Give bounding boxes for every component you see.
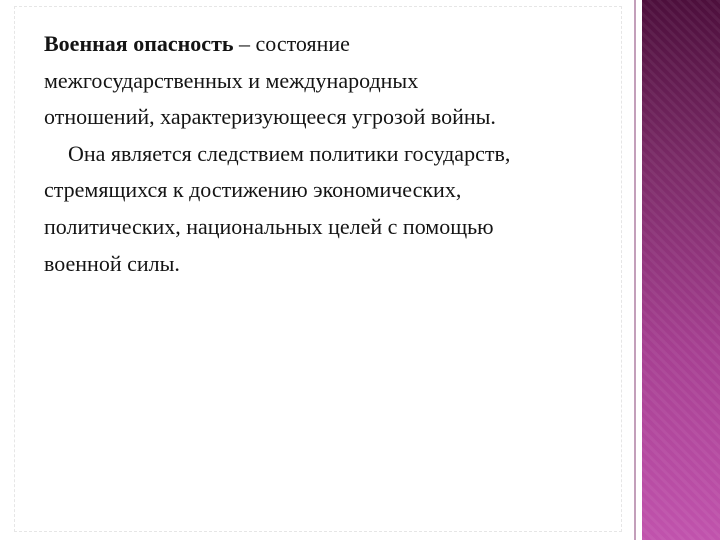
side-divider-line bbox=[634, 0, 636, 540]
term-definition-start: – состояние bbox=[233, 31, 350, 56]
text-line-4: Она является следствием политики государств, bbox=[68, 140, 511, 166]
term-military-danger: Военная опасность bbox=[44, 31, 234, 56]
text-line-3: отношений, характеризующееся угрозой войны. bbox=[44, 104, 496, 130]
text-line-2: межгосударственных и международных bbox=[44, 67, 419, 93]
text-line-1 bbox=[44, 26, 614, 63]
text-line-7: военной силы. bbox=[44, 250, 180, 276]
definition-text bbox=[44, 26, 614, 282]
text-line-5: стремящихся к достижению экономических, bbox=[44, 177, 462, 203]
text-line-6: политических, национальных целей с помощью bbox=[44, 213, 494, 239]
purple-side-band bbox=[642, 0, 720, 540]
